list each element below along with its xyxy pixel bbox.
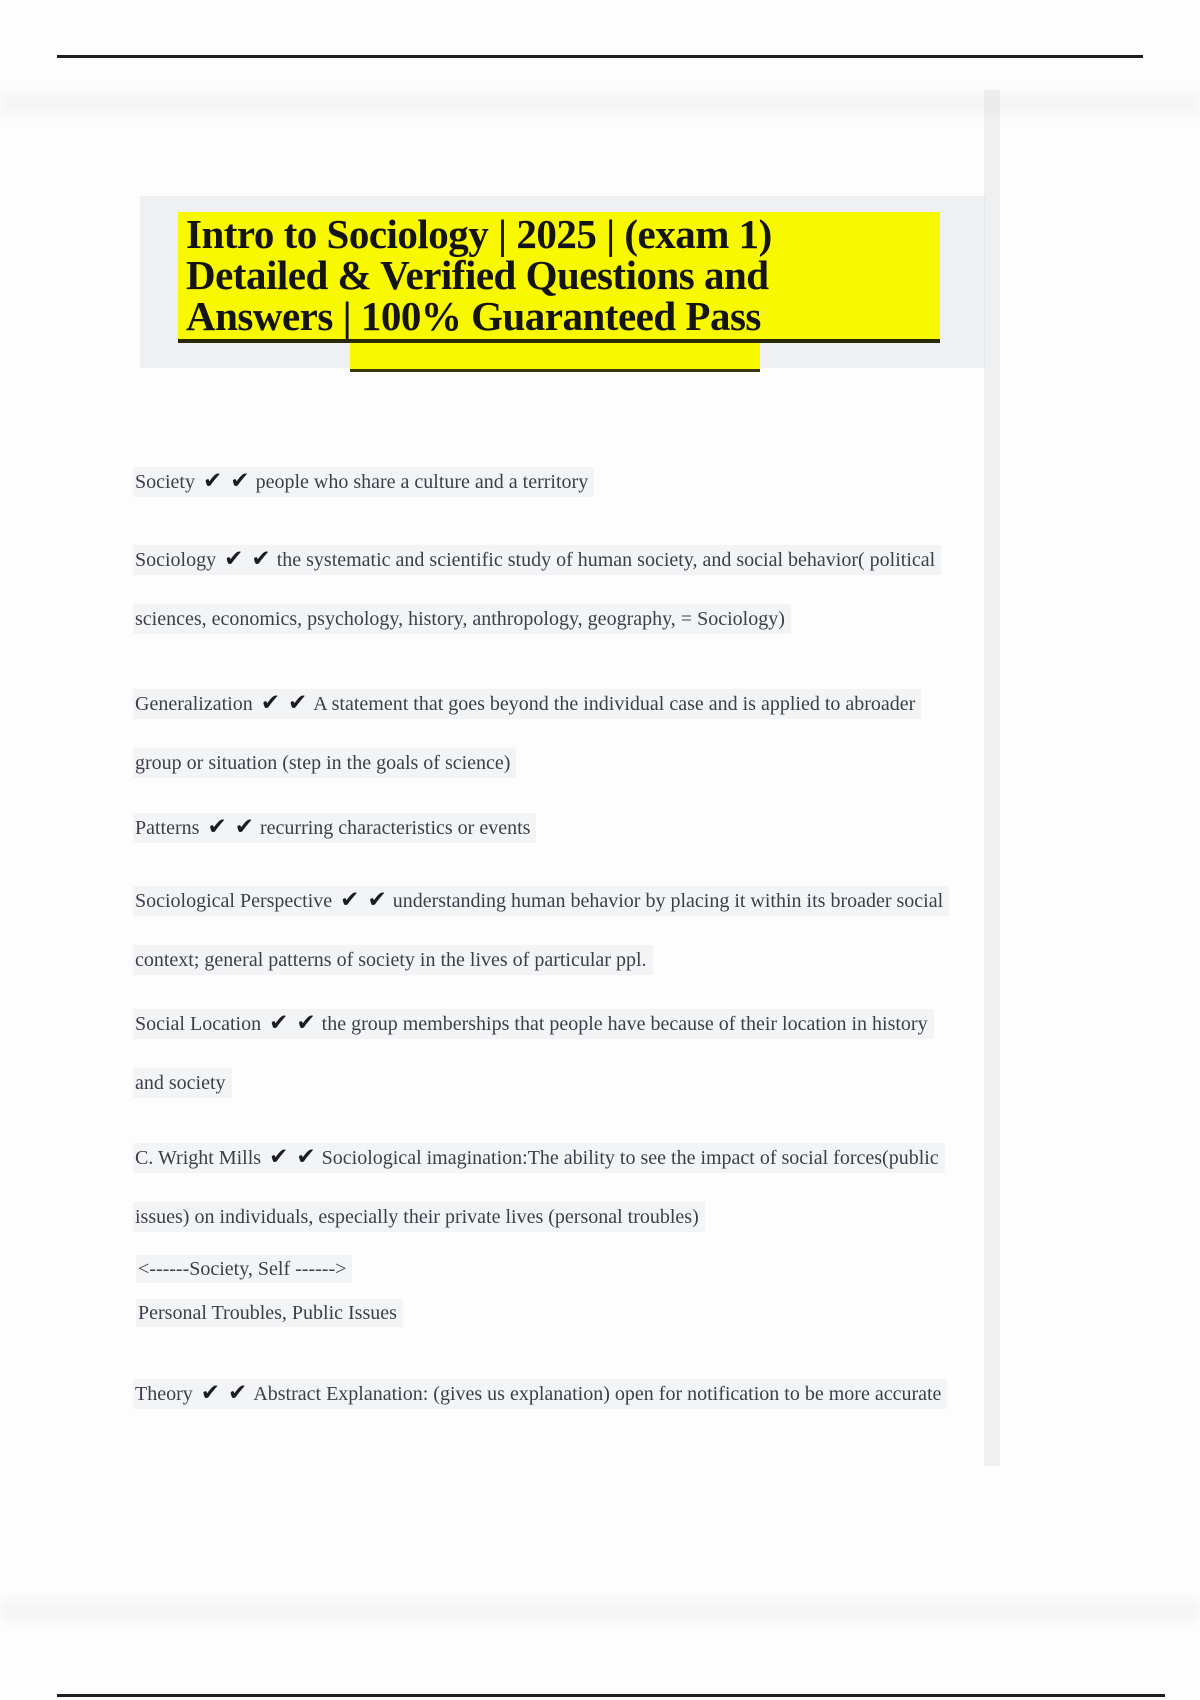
text-highlight [133,1379,947,1409]
qa-definition-line [133,798,1053,858]
double-checkmark-icon: ✔ ✔ [224,546,271,572]
qa-definition-line [133,734,1053,793]
text-highlight: group or situation (step in the goals of science) [133,748,516,778]
text-highlight: Personal Troubles, Public Issues [136,1299,403,1327]
text-highlight: issues) on individuals, especially their private lives (personal troubles) [133,1202,705,1232]
text-highlight: context; general patterns of society in the lives of particular ppl. [133,945,653,975]
text-highlight [133,1143,945,1173]
qa-term: Sociology [135,549,217,571]
qa-definition-line [133,674,1053,734]
qa-term: Sociological Perspective [135,890,333,912]
qa-item [133,798,1053,858]
qa-extra-line [133,1247,1053,1291]
qa-definition: recurring characteristics or events [260,817,531,839]
qa-term: Social Location [135,1013,262,1035]
qa-term: C. Wright Mills [135,1147,262,1169]
qa-definition-line [133,931,1053,990]
qa-term: Society [135,471,195,493]
qa-definition-line [133,1054,1053,1113]
qa-definition: the group memberships that people have because of their location in history [321,1013,928,1035]
scan-noise-bottom [0,1600,1200,1622]
double-checkmark-icon: ✔ ✔ [269,1144,316,1170]
double-checkmark-icon: ✔ ✔ [200,1380,248,1406]
qa-definition: Abstract Explanation: (gives us explanation) open for notification to be more accurate [253,1383,942,1405]
qa-definition-line [133,871,1053,931]
qa-definition-line [133,530,1053,590]
qa-term: Theory [135,1383,193,1405]
text-highlight [133,545,941,575]
qa-item [133,994,1053,1113]
qa-definition-line [133,1364,1053,1424]
text-highlight [133,886,949,916]
text-highlight [133,467,594,497]
qa-term: Generalization [135,693,253,715]
qa-term: Patterns [135,817,200,839]
qa-definition: A statement that goes beyond the individual case and is applied to abroader [313,693,916,715]
qa-item [133,530,1053,649]
text-highlight: sciences, economics, psychology, history, anthropology, geography, = Sociology) [133,604,791,634]
text-highlight: <------Society, Self ------> [136,1255,352,1283]
qa-definition: understanding human behavior by placing it within its broader social [392,890,944,912]
qa-definition-line [133,994,1053,1054]
qa-item [133,871,1053,990]
double-checkmark-icon: ✔ ✔ [203,468,250,494]
qa-definition-line [133,1128,1053,1188]
text-highlight [133,689,921,719]
title-line-2: Detailed & Verified Questions and [186,252,769,298]
footer-rule [57,1694,1165,1697]
qa-item [133,1364,1053,1424]
text-highlight [133,1009,934,1039]
qa-definition: Sociological imagination:The ability to see the impact of social forces(public [321,1147,939,1169]
double-checkmark-icon: ✔ ✔ [269,1010,316,1036]
qa-definition: people who share a culture and a territory [255,471,589,493]
title-line-1: Intro to Sociology | 2025 | (exam 1) [186,211,772,257]
double-checkmark-icon: ✔ ✔ [340,887,387,913]
text-highlight: and society [133,1068,232,1098]
qa-definition-line [133,1188,1053,1247]
qa-item [133,1128,1053,1335]
qa-item [133,452,1053,512]
double-checkmark-icon: ✔ ✔ [207,814,254,840]
title-line-3: Answers | 100% Guaranteed Pass [186,293,761,339]
qa-definition-line [133,452,1053,512]
qa-extra-line [133,1291,1053,1335]
qa-definition: the systematic and scientific study of human society, and social behavior( political [276,549,936,571]
qa-item [133,674,1053,793]
text-highlight [133,813,536,843]
qa-definition-line [133,590,1053,649]
double-checkmark-icon: ✔ ✔ [260,690,308,716]
